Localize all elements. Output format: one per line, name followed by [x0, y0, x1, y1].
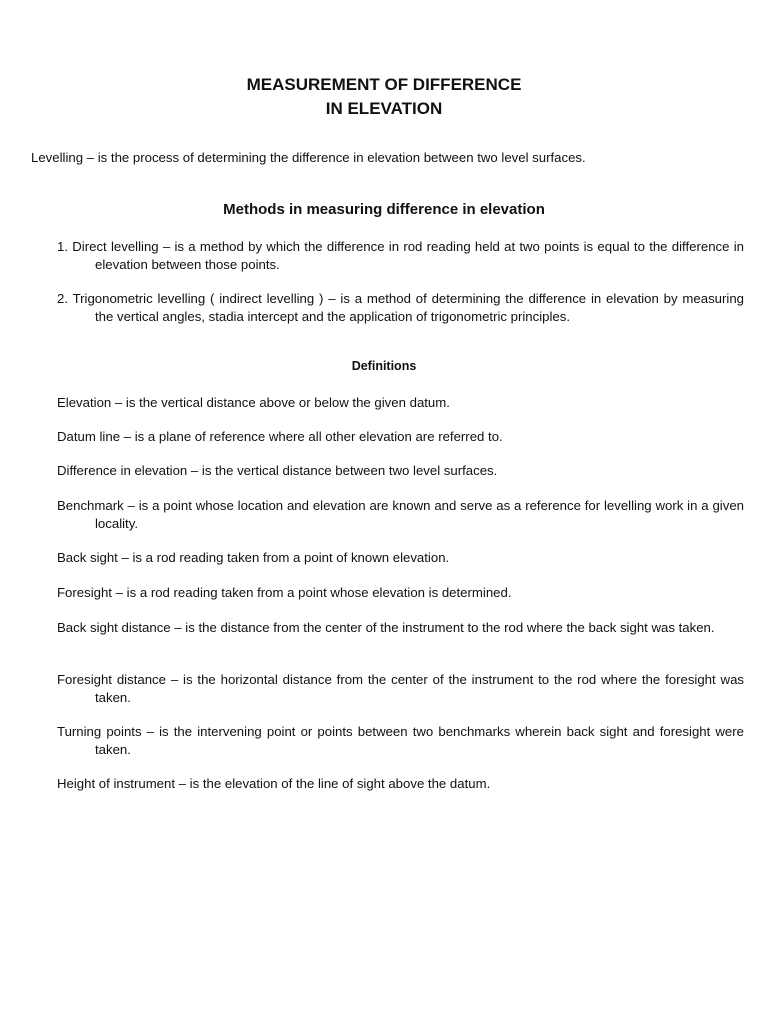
page-title	[0, 73, 768, 121]
title-line-2: IN ELEVATION	[325, 99, 443, 118]
methods-heading: Methods in measuring difference in elevation	[223, 201, 545, 218]
definitions-heading: Definitions	[351, 359, 417, 373]
method-item: 2. Trigonometric levelling ( indirect levelling ) – is a method of determining the difference in elevation by measuring the vertical angles, stadia intercept and the application of trigonometric principles.	[57, 291, 744, 324]
definition-item: Benchmark – is a point whose location and elevation are known and serve as a reference for levelling work in a given locality.	[57, 498, 744, 531]
title-line-1: MEASUREMENT OF DIFFERENCE	[246, 75, 522, 94]
definition-item: Difference in elevation – is the vertical distance between two level surfaces.	[57, 463, 498, 478]
definition-item: Back sight – is a rod reading taken from a point of known elevation.	[57, 550, 450, 565]
definition-item: Height of instrument – is the elevation of the line of sight above the datum.	[57, 776, 491, 791]
definition-item: Foresight distance – is the horizontal distance from the center of the instrument to the rod where the foresight was taken.	[57, 672, 744, 705]
definition-item: Turning points – is the intervening point or points between two benchmarks wherein back sight and foresight were taken.	[57, 724, 744, 757]
definition-item: Foresight – is a rod reading taken from a point whose elevation is determined.	[57, 585, 512, 600]
method-item: 1. Direct levelling – is a method by which the difference in rod reading held at two points is equal to the difference in elevation between those points.	[57, 239, 744, 272]
definition-item: Datum line – is a plane of reference where all other elevation are referred to.	[57, 429, 503, 444]
definition-item: Back sight distance – is the distance from the center of the instrument to the rod where the back sight was taken.	[57, 620, 715, 635]
intro-paragraph: Levelling – is the process of determining the difference in elevation between two level surfaces.	[31, 150, 586, 165]
definition-item: Elevation – is the vertical distance above or below the given datum.	[57, 395, 450, 410]
